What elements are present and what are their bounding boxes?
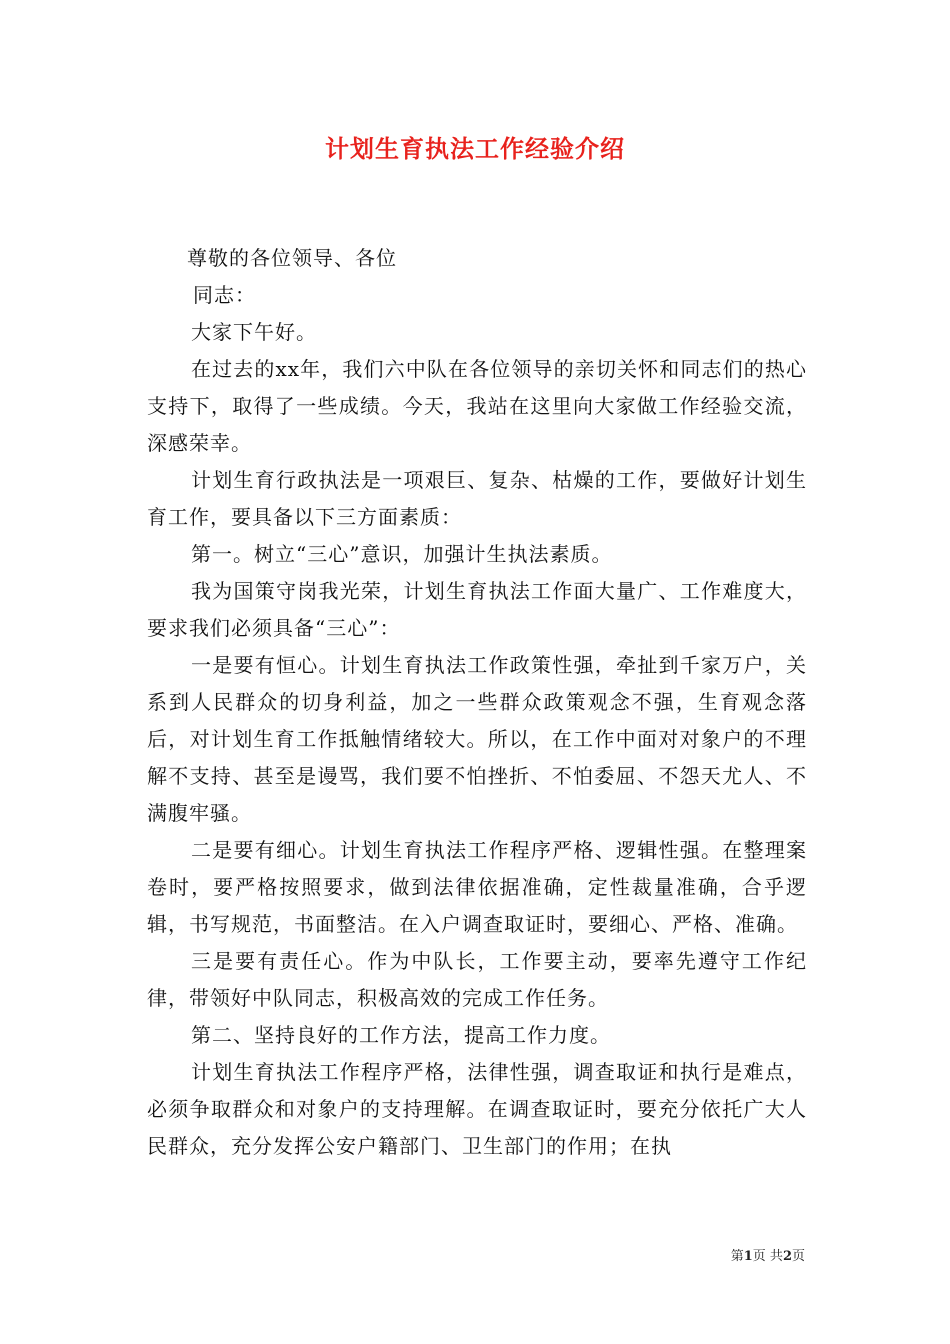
section-heading: 第一。树立“三心”意识，加强计生执法素质。 <box>191 542 613 566</box>
body-paragraph: 计划生育执法工作程序严格，法律性强，调查取证和执行是难点，必须争取群众和对象户的支持理解。在调查取证时，要充分依托广大人民群众，充分发挥公安户籍部门、卫生部门的作用；在执 <box>147 1060 807 1158</box>
body-paragraph: 三是要有责任心。作为中队长，工作要主动，要率先遵守工作纪律，带领好中队同志，积极高效的完成工作任务。 <box>147 949 807 1010</box>
section-heading: 第二、坚持良好的工作方法，提高工作力度。 <box>191 1023 611 1047</box>
footer-total-pages: 2 <box>782 1249 792 1264</box>
salutation-line-1: 尊敬的各位领导、各位 <box>187 246 397 270</box>
footer-suffix: 页 <box>791 1249 805 1264</box>
footer-middle: 页 共 <box>752 1249 783 1264</box>
footer-prefix: 第 <box>730 1249 744 1264</box>
body-paragraph: 二是要有细心。计划生育执法工作程序严格、逻辑性强。在整理案卷时，要严格按照要求，做到法律依据准确，定性裁量准确，合乎逻辑，书写规范，书面整洁。在入户调查取证时，要细心、严格、准确。 <box>147 838 807 936</box>
body-paragraph: 一是要有恒心。计划生育执法工作政策性强，牵扯到千家万户，关系到人民群众的切身利益，加之一些群众政策观念不强，生育观念落后，对计划生育工作抵触情绪较大。所以，在工作中面对对象户的不理解不支持、甚至是谩骂，我们要不怕挫折、不怕委屈、不怨天尤人、不满腹牢骚。 <box>147 653 807 825</box>
body-paragraph: 计划生育行政执法是一项艰巨、复杂、枯燥的工作，要做好计划生育工作，要具备以下三方面素质： <box>147 468 807 529</box>
greeting-paragraph: 大家下午好。 <box>191 320 317 344</box>
page-number-footer <box>731 1248 805 1266</box>
document-body <box>147 240 807 1165</box>
footer-current-page: 1 <box>743 1249 753 1264</box>
salutation-line-2: 同志： <box>193 283 256 307</box>
body-paragraph: 我为国策守岗我光荣，计划生育执法工作面大量广、工作难度大，要求我们必须具备“三心”： <box>147 579 807 640</box>
body-paragraph: 在过去的xx年，我们六中队在各位领导的亲切关怀和同志们的热心支持下，取得了一些成绩。今天，我站在这里向大家做工作经验交流，深感荣幸。 <box>147 357 807 455</box>
document-title: 计划生育执法工作经验介绍 <box>325 134 625 163</box>
